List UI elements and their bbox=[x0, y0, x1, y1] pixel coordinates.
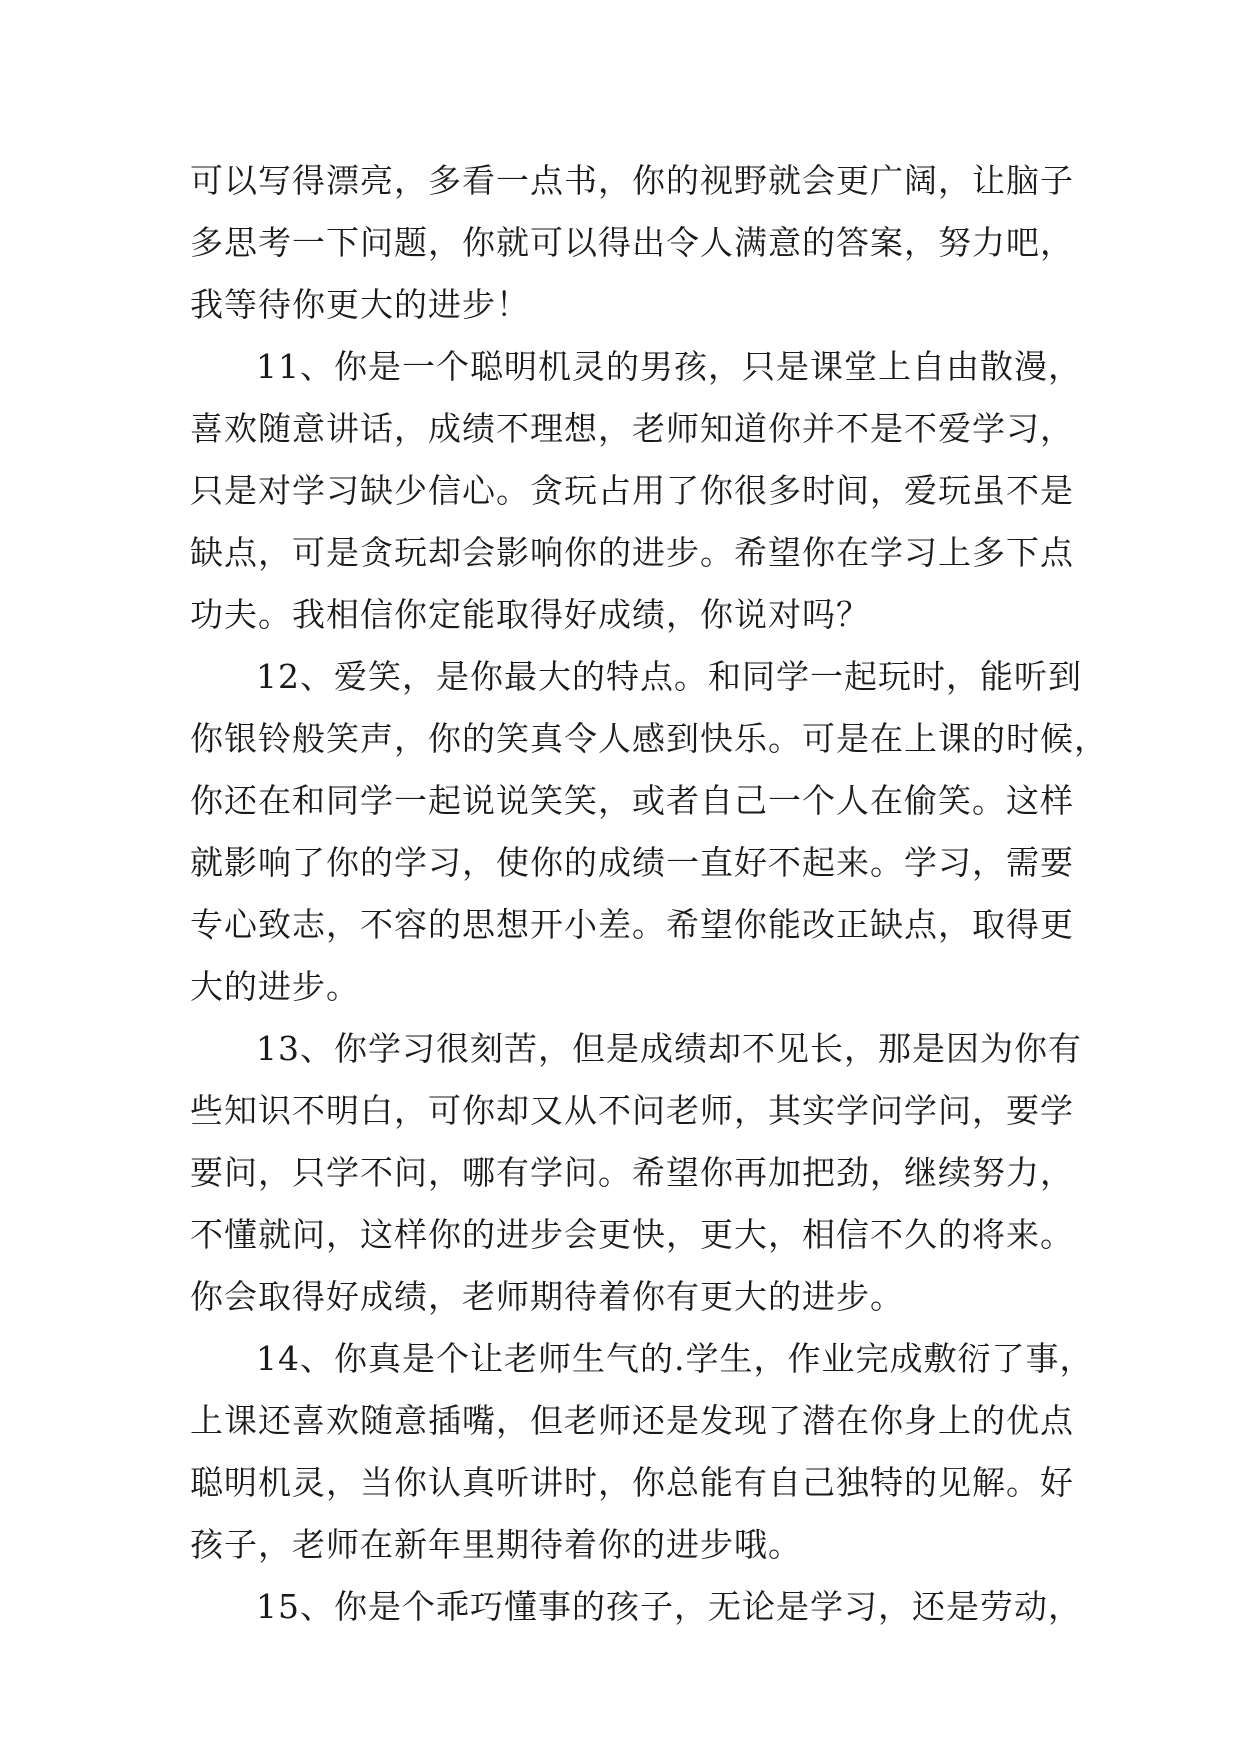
text-line: 些知识不明白，可你却又从不问老师，其实学问学问，要学 bbox=[190, 1091, 1074, 1130]
text-line: 你会取得好成绩，老师期待着你有更大的进步。 bbox=[190, 1277, 904, 1316]
text-line: 你还在和同学一起说说笑笑，或者自己一个人在偷笑。这样 bbox=[190, 781, 1074, 820]
paragraph-15-start: 15、你是个乖巧懂事的孩子，无论是学习，还是劳动， bbox=[256, 1587, 1082, 1626]
text-line: 我等待你更大的进步！ bbox=[190, 285, 530, 324]
text-line: 只是对学习缺少信心。贪玩占用了你很多时间，爱玩虽不是 bbox=[190, 471, 1074, 510]
text-line: 就影响了你的学习，使你的成绩一直好不起来。学习，需要 bbox=[190, 843, 1074, 882]
paragraph-13-start: 13、你学习很刻苦，但是成绩却不见长，那是因为你有 bbox=[256, 1029, 1082, 1068]
text-line: 大的进步。 bbox=[190, 967, 360, 1006]
text-line: 你银铃般笑声，你的笑真令人感到快乐。可是在上课的时候， bbox=[190, 719, 1108, 758]
text-line: 功夫。我相信你定能取得好成绩，你说对吗？ bbox=[190, 595, 870, 634]
paragraph-14-start: 14、你真是个让老师生气的.学生，作业完成敷衍了事， bbox=[256, 1339, 1094, 1378]
text-line: 上课还喜欢随意插嘴，但老师还是发现了潜在你身上的优点 bbox=[190, 1401, 1074, 1440]
body-text bbox=[190, 150, 1108, 1638]
text-line: 不懂就问，这样你的进步会更快，更大，相信不久的将来。 bbox=[190, 1215, 1074, 1254]
paragraph-11-start: 11、你是一个聪明机灵的男孩，只是课堂上自由散漫， bbox=[256, 347, 1082, 386]
text-line: 喜欢随意讲话，成绩不理想，老师知道你并不是不爱学习， bbox=[190, 409, 1074, 448]
text-line: 专心致志，不容的思想开小差。希望你能改正缺点，取得更 bbox=[190, 905, 1074, 944]
text-line: 可以写得漂亮，多看一点书，你的视野就会更广阔，让脑子 bbox=[190, 161, 1074, 200]
text-line: 多思考一下问题，你就可以得出令人满意的答案，努力吧， bbox=[190, 223, 1074, 262]
text-line: 缺点，可是贪玩却会影响你的进步。希望你在学习上多下点 bbox=[190, 533, 1074, 572]
text-line: 孩子，老师在新年里期待着你的进步哦。 bbox=[190, 1525, 802, 1564]
text-line: 要问，只学不问，哪有学问。希望你再加把劲，继续努力， bbox=[190, 1153, 1074, 1192]
paragraph-12-start: 12、爱笑，是你最大的特点。和同学一起玩时，能听到 bbox=[256, 657, 1082, 696]
text-line: 聪明机灵，当你认真听讲时，你总能有自己独特的见解。好 bbox=[190, 1463, 1074, 1502]
